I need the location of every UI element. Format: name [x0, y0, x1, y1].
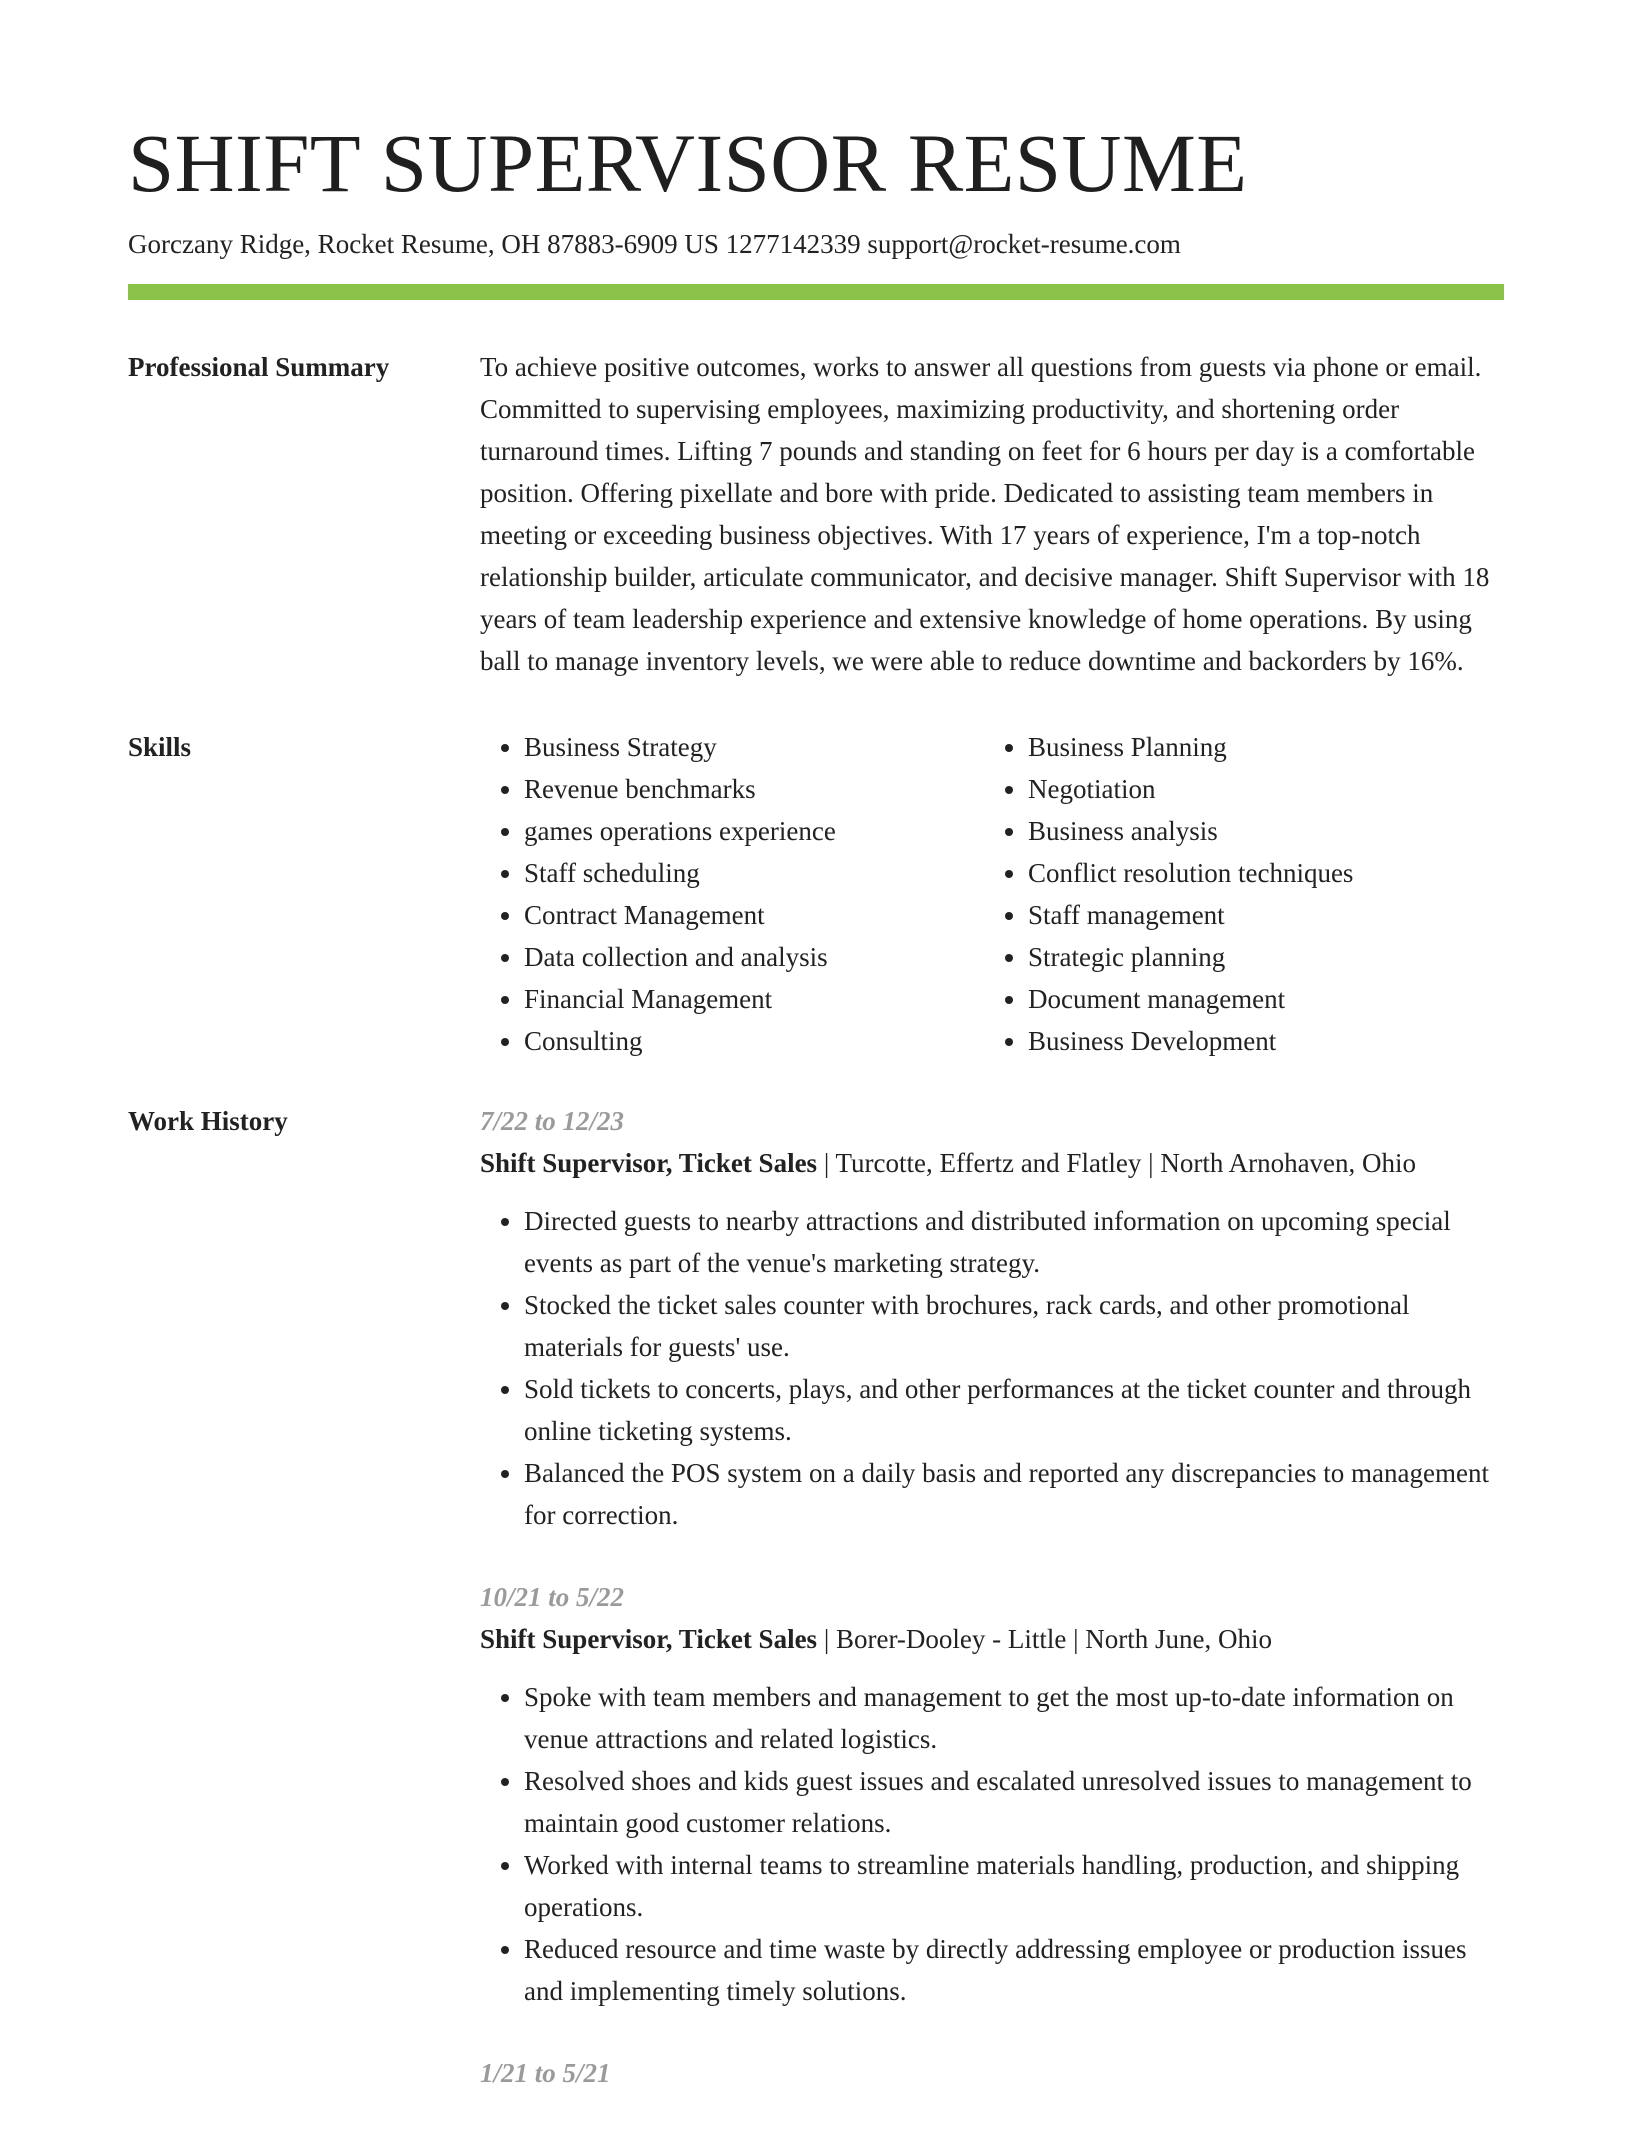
section-body — [480, 346, 1504, 682]
jobs-list — [480, 1100, 1504, 2134]
job-bullet: • Balanced the POS system on a daily basis and reported any discrepancies to management for correction. — [524, 1452, 1504, 1536]
job-company-location: | Turcotte, Effertz and Flatley | North Arnohaven, Ohio — [817, 1148, 1417, 1179]
skill-item: • Conflict resolution techniques — [1028, 852, 1353, 894]
skill-item: • Financial Management — [524, 978, 984, 1020]
job-bullets — [480, 1200, 1504, 1536]
job-bullet: • Worked with internal teams to streamline materials handling, production, and shipping operations. — [524, 1844, 1504, 1928]
skill-item: • Data collection and analysis — [524, 936, 984, 978]
work-history-section — [128, 1100, 1504, 2134]
summary-text: To achieve positive outcomes, works to answer all questions from guests via phone or email. Committed to supervising employees, maximizing productivity, and shortening order turnaround times. Lifting 7 pounds and standing on feet for 6 hours per day is a comfortable position. Offering pixellate and bore with pride. Dedicated to assisting team members in meeting or exceeding business objectives. With 17 years of experience, I'm a top-notch relationship builder, articulate communicator, and decisive manager. Shift Supervisor with 18 years of team leadership experience and extensive knowledge of home operations. By using ball to manage inventory levels, we were able to reduce downtime and backorders by 16%. — [480, 352, 1490, 677]
job-date: 1/21 to 5/21 — [480, 2058, 611, 2089]
skill-item: • Staff management — [1028, 894, 1353, 936]
skill-item: • games operations experience — [524, 810, 984, 852]
skill-item: • Business Development — [1028, 1020, 1353, 1062]
accent-divider — [128, 284, 1504, 300]
skills-list-left — [480, 726, 984, 1062]
skills-section — [128, 726, 1504, 1062]
skill-item: • Business Planning — [1028, 726, 1353, 768]
job-bullet: • Directed guests to nearby attractions and distributed information on upcoming special events as part of the venue's marketing strategy. — [524, 1200, 1504, 1284]
resume-title: SHIFT SUPERVISOR RESUME — [128, 117, 1248, 209]
section-label: Work History — [128, 1106, 288, 1137]
skill-item: • Contract Management — [524, 894, 984, 936]
job-date: 10/21 to 5/22 — [480, 1582, 625, 1613]
job-title: Shift Supervisor, Ticket Sales — [480, 1624, 818, 1655]
job-title: Shift Supervisor, Ticket Sales — [480, 1148, 818, 1179]
job-company-location: | Borer-Dooley - Little | North June, Ohio — [817, 1624, 1273, 1655]
skills-list-right — [984, 726, 1353, 1062]
skill-item: • Document management — [1028, 978, 1353, 1020]
section-label: Professional Summary — [128, 352, 390, 383]
job-bullet: • Resolved shoes and kids guest issues and escalated unresolved issues to management to maintain good customer relations. — [524, 1760, 1504, 1844]
job-title-line — [480, 1618, 1504, 1660]
section-body — [480, 726, 1504, 1062]
professional-summary-section — [128, 346, 1504, 682]
job-bullet: • Sold tickets to concerts, plays, and other performances at the ticket counter and through online ticketing systems. — [524, 1368, 1504, 1452]
job-bullet: • Stocked the ticket sales counter with brochures, rack cards, and other promotional materials for guests' use. — [524, 1284, 1504, 1368]
skill-item: • Revenue benchmarks — [524, 768, 984, 810]
skills-grid — [480, 726, 1504, 1062]
contact-line: Gorczany Ridge, Rocket Resume, OH 87883-6909 US 1277142339 support@rocket-resume.com — [128, 229, 1181, 260]
job-entry — [480, 2052, 1504, 2094]
skill-item: • Business analysis — [1028, 810, 1353, 852]
job-bullet: • Reduced resource and time waste by directly addressing employee or production issues and implementing timely solutions. — [524, 1928, 1504, 2012]
job-entry — [480, 1100, 1504, 1536]
skill-item: • Staff scheduling — [524, 852, 984, 894]
resume-page — [128, 118, 1504, 2134]
skill-item: • Strategic planning — [1028, 936, 1353, 978]
job-entry — [480, 1576, 1504, 2012]
job-bullets — [480, 1676, 1504, 2012]
skill-item: • Negotiation — [1028, 768, 1353, 810]
job-date: 7/22 to 12/23 — [480, 1106, 625, 1137]
skill-item: • Business Strategy — [524, 726, 984, 768]
job-bullet: • Spoke with team members and management to get the most up-to-date information on venue attractions and related logistics. — [524, 1676, 1504, 1760]
skill-item: • Consulting — [524, 1020, 984, 1062]
section-label: Skills — [128, 732, 192, 763]
job-title-line — [480, 1142, 1504, 1184]
